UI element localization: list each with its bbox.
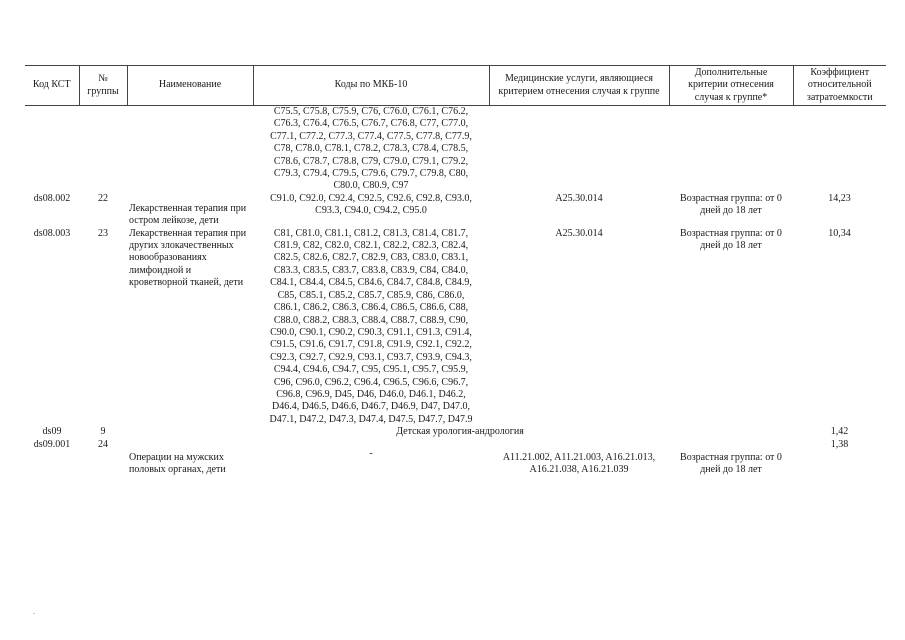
ksg-code-cell: ds08.003 [33, 227, 71, 239]
header-mkb: Коды по МКБ-10 [253, 66, 489, 106]
mkb-codes-cell: C91.0, C92.0, C92.4, C92.5, C92.6, C92.8, C93.0, C93.3, C94.0, C94.2, C95.0 [270, 192, 472, 217]
group-number-cell: 23 [98, 227, 108, 239]
mkb-codes-cell: C81, C81.0, C81.1, C81.2, C81.3, C81.4, C81.7, C81.9, C82, C82.0, C82.1, C82.2, C82.3, C82.4, C82.5, C82.6, C82.7, C82.9, C83, C83.0, C83.1, C83.3, C83.5, C83.7, C83.8, C83.9, C84, C84.0, C84.1, C84.4, C84.5, C84.6, C84.7, C84.8, C84.9, C85, C85.1, C85.2, C85.7, C85.9, C86, C86.0, C86.1, C86.2, C86.3, C86.4, C86.5, C86.6, C88, C88.0, C88.2, C88.3, C88.4, C88.7, C88.9, C90, C90.0, C90.1, C90.2, C90.3, C91.1, C91.3, C91.4, C91.5, C91.6, C91.7, C91.8, C91.9, C92.1, C92.2, C92.3, C92.7, C92.9, C93.1, C93.7, C93.9, C94.3, C94.4, C94.6, C94.7, C95, C95.1, C95.7, C95.9, C96, C96.0, C96.2, C96.4, C96.5, C96.6, C96.7, C96.8, C96.9, D45, D46, D46.0, D46.1, D46.2, D46.4, D46.5, D46.6, D46.7, D46.9, D47, D47.0, D47.1, D47.2, D47.3, D47.4, D47.5, D47.7, D47.9 [269, 227, 473, 425]
coefficient-cell: 1,38 [830, 438, 849, 450]
mkb-codes-cell: C75.5, C75.8, C75.9, C76, C76.0, C76.1, C76.2, C76.3, C76.4, C76.5, C76.7, C76.8, C77, C77.0, C77.1, C77.2, C77.3, C77.4, C77.5, C77.8, C77.9, C78, C78.0, C78.1, C78.2, C78.3, C78.4, C78.5, C78.6, C78.7, C78.8, C79, C79.0, C79.1, C79.2, C79.3, C79.4, C79.5, C79.6, C79.7, C79.8, C80, C80.0, C80.9, C97 [270, 106, 472, 192]
mkb-codes-cell: - [369, 447, 373, 459]
header-group-no: № группы [79, 66, 127, 106]
header-services: Медицинские услуги, являющиеся критерием отнесения случая к группе [489, 66, 669, 106]
table-row-continuation [25, 106, 886, 193]
services-cell: A11.21.002, A11.21.003, A16.21.013, A16.21.038, A16.21.039 [502, 451, 656, 475]
table-header-row [25, 66, 886, 106]
table-row [25, 228, 886, 427]
ksg-tariff-table [25, 65, 886, 476]
table-row [25, 439, 886, 477]
group-number-cell: 24 [98, 438, 108, 450]
header-code: Код КСТ [25, 66, 79, 106]
ksg-name-cell: Лекарственная терапия при остром лейкозе, дети [129, 202, 247, 227]
extra-criteria-cell: Возрастная группа: от 0 дней до 18 лет [680, 192, 782, 217]
ksg-code-cell: ds09.001 [33, 438, 71, 450]
header-name: Наименование [127, 66, 253, 106]
ksg-code-cell: ds08.002 [33, 192, 71, 204]
header-extra-criteria: Дополнительные критерии отнесения случая к группе* [669, 66, 793, 106]
coefficient-cell: 1,42 [830, 426, 849, 438]
profile-title-cell: Детская урология-андрология [396, 426, 524, 438]
extra-criteria-cell: Возрастная группа: от 0 дней до 18 лет [680, 451, 782, 475]
extra-criteria-cell: Возрастная группа: от 0 дней до 18 лет [680, 227, 782, 252]
group-number-cell: 22 [98, 192, 108, 204]
ksg-name-cell: Операции на мужских половых органах, дети [129, 451, 226, 475]
page-footer-mark: . [33, 607, 35, 616]
table-row [25, 193, 886, 228]
services-cell: A25.30.014 [555, 192, 603, 204]
header-coefficient: Коэффициент относительной затратоемкости [793, 66, 886, 106]
coefficient-cell: 10,34 [828, 227, 851, 239]
services-cell: A25.30.014 [555, 227, 603, 239]
group-number-cell: 9 [100, 426, 106, 438]
profile-group-row [25, 426, 886, 438]
coefficient-cell: 14,23 [828, 192, 851, 204]
ksg-code-cell: ds09 [42, 426, 62, 438]
ksg-name-cell: Лекарственная терапия при других злокачественных новообразованиях лимфоидной и кроветворной тканей, дети [129, 227, 247, 289]
